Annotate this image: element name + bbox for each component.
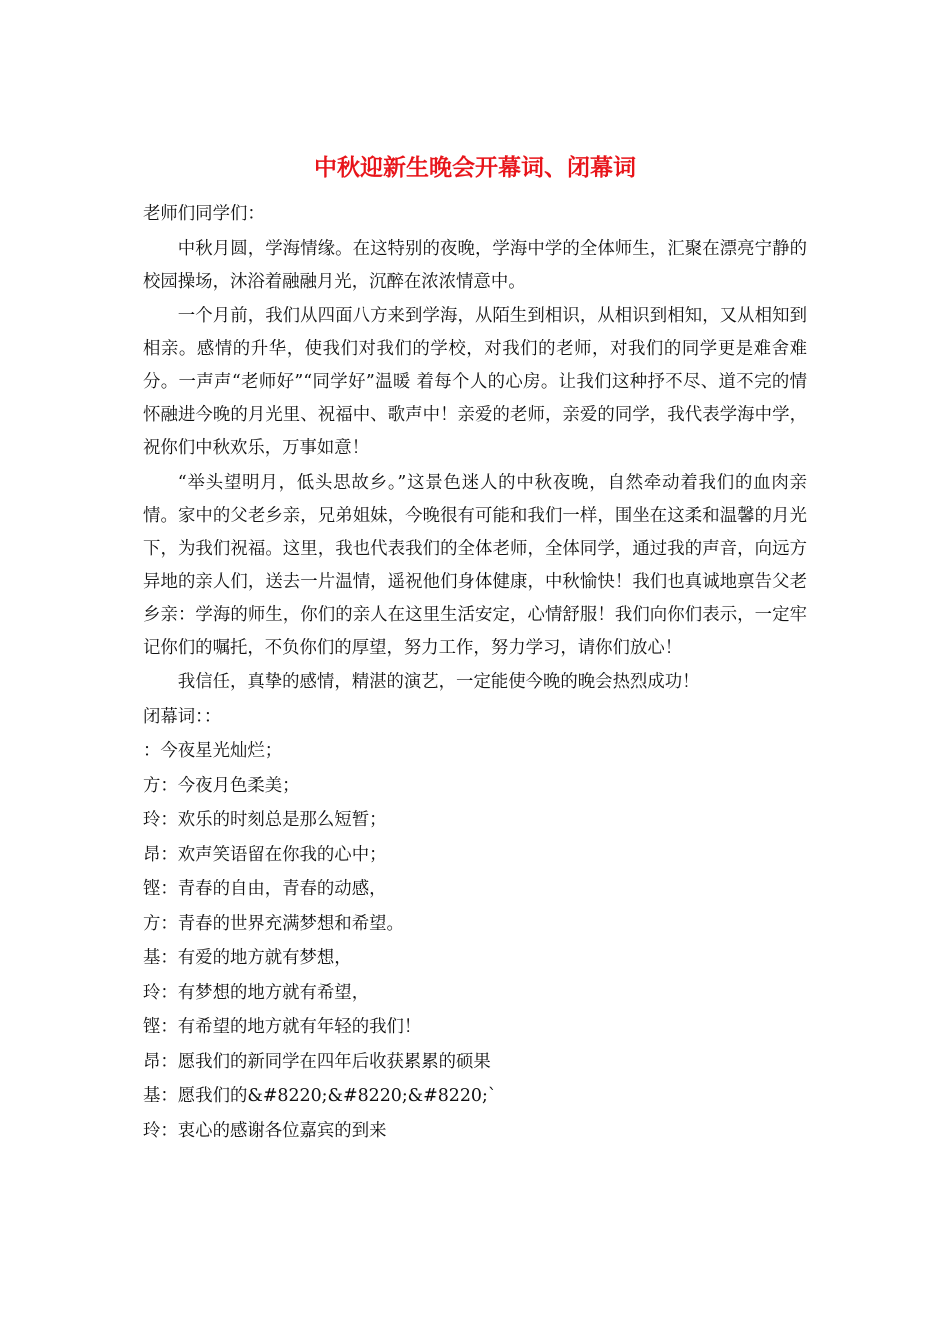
closing-line-7: 基：有爱的地方就有梦想， xyxy=(143,948,352,968)
closing-line-6: 方：青春的世界充满梦想和希望。 xyxy=(143,913,404,934)
document-body xyxy=(143,198,807,1149)
paragraph-2: 一个月前，我们从四面八方来到学海，从陌生到相识，从相识到相知，又从相知到相亲。感情的升华，使我们对我们的学校，对我们的老师，对我们的同学更是难舍难分。一声声“老师好”“同学好”温暖 着每个人的心房。让我们这种抒不尽、道不完的情怀融进今晚的月光里、祝福中、歌声中！亲爱的老师，亲爱的同学，我代表学海中学，祝你们中秋欢乐，万事如意！ xyxy=(143,306,807,458)
closing-line-11: 基：愿我们的&#8220;&#8220;&#8220;` xyxy=(143,1086,497,1106)
closing-line-8: 玲：有梦想的地方就有希望， xyxy=(143,982,370,1003)
closing-line-9: 铿：有希望的地方就有年轻的我们！ xyxy=(143,1017,422,1037)
document-title: 中秋迎新生晚会开幕词、闭幕词 xyxy=(314,154,636,181)
paragraph-1: 中秋月圆，学海情缘。在这特别的夜晚，学海中学的全体师生，汇聚在漂亮宁静的校园操场，沐浴着融融月光，沉醉在浓浓情意中。 xyxy=(143,238,807,292)
closing-line-12: 玲：衷心的感谢各位嘉宾的到来 xyxy=(143,1120,387,1141)
paragraph-4: 我信任，真挚的感情，精湛的演艺，一定能使今晚的晚会热烈成功！ xyxy=(177,672,700,692)
closing-heading: 闭幕词：： xyxy=(143,706,222,727)
salutation: 老师们同学们： xyxy=(143,204,265,224)
closing-line-1: ：今夜星光灿烂； xyxy=(143,741,283,761)
paragraph-3: “举头望明月，低头思故乡。”这景色迷人的中秋夜晚，自然牵动着我们的血肉亲情。家中的父老乡亲，兄弟姐妹，今晚很有可能和我们一样，围坐在这柔和温馨的月光下，为我们祝福。这里，我也代表我们的全体老师，全体同学，通过我的声音，向远方异地的亲人们，送去一片温情，遥祝他们身体健康，中秋愉快！我们也真诚地禀告父老乡亲：学海的师生，你们的亲人在这里生活安定，心情舒服！我们向你们表示，一定牢记你们的嘱托，不负你们的厚望，努力工作，努力学习，请你们放心！ xyxy=(143,472,807,658)
closing-line-4: 昂：欢声笑语留在你我的心中； xyxy=(143,844,387,865)
closing-line-2: 方：今夜月色柔美； xyxy=(143,775,300,796)
closing-line-3: 玲：欢乐的时刻总是那么短暂； xyxy=(143,810,387,830)
closing-line-10: 昂：愿我们的新同学在四年后收获累累的硕果 xyxy=(143,1051,491,1072)
closing-line-5: 铿：青春的自由，青春的动感， xyxy=(143,879,387,899)
